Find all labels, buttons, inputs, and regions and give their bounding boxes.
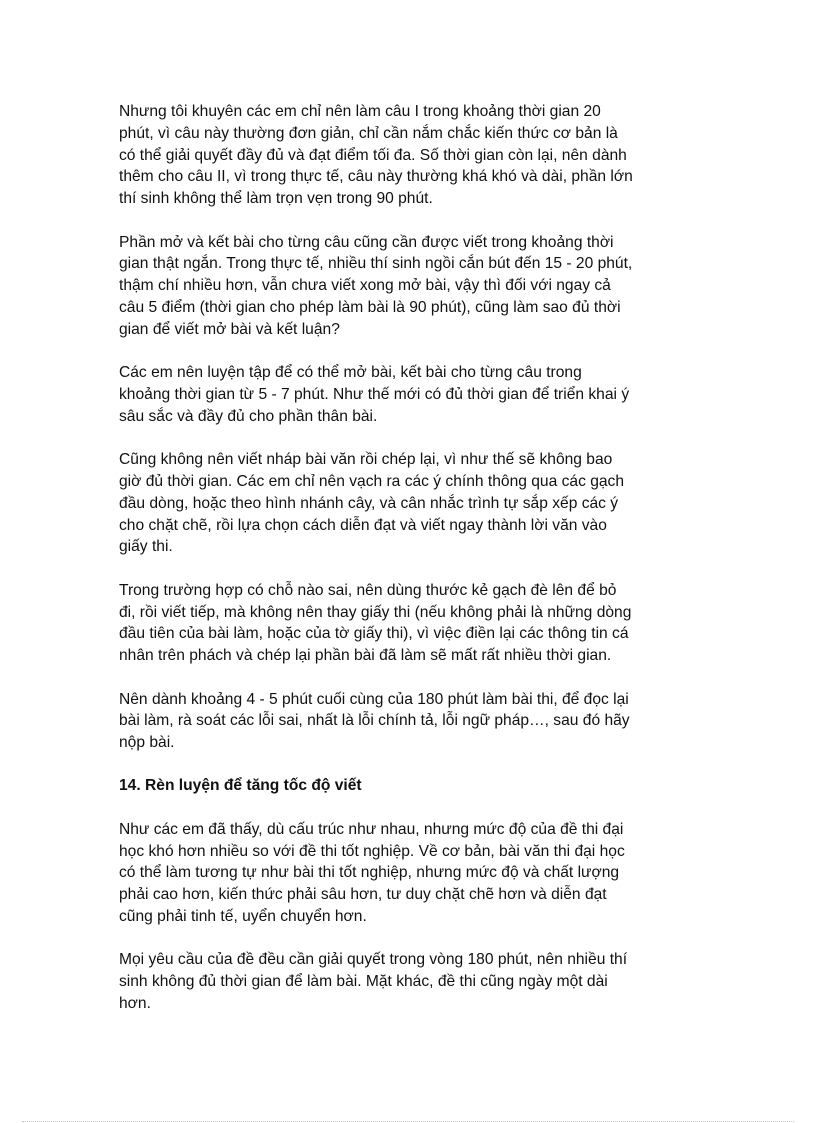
paragraph-final-review: Nên dành khoảng 4 - 5 phút cuối cùng của 180 phút làm bài thi, để đọc lại bài làm, rà soát các lỗi sai, nhất là lỗi chính tả, lỗi ngữ pháp…, sau đó hãy nộp bài. [119,690,630,752]
document-page [119,101,699,1036]
page-bottom-edge [22,1121,794,1122]
paragraph-exam-difficulty: Như các em đã thấy, dù cấu trúc như nhau, nhưng mức độ của đề thi đại học khó hơn nhiều so với đề thi tốt nghiệp. Về cơ bản, bài văn thi đại học có thể làm tương tự như bài thi tốt nghiệp, nhưng mức độ và chất lượng phải cao hơn, kiến thức phải sâu hơn, tư duy chặt chẽ hơn và diễn đạt cũng phải tinh tế, uyển chuyển hơn. [119,820,625,926]
paragraph-no-drafting: Cũng không nên viết nháp bài văn rồi chép lại, vì như thế sẽ không bao giờ đủ thời gian. Các em chỉ nên vạch ra các ý chính thông qua các gạch đầu dòng, hoặc theo hình nhánh cây, và cân nhắc trình tự sắp xếp các ý cho chặt chẽ, rồi lựa chọn cách diễn đạt và viết ngay thành lời văn vào giấy thi. [119,451,625,556]
paragraph-exam-time-advice: Nhưng tôi khuyên các em chỉ nên làm câu I trong khoảng thời gian 20 phút, vì câu này thường đơn giản, chỉ cần nắm chắc kiến thức cơ bản là có thể giải quyết đầy đủ và đạt điểm tối đa. Số thời gian còn lại, nên dành thêm cho câu II, vì trong thực tế, câu này thường khá khó và dài, phần lớn thí sinh không thể làm trọn vẹn trong 90 phút. [119,103,633,208]
paragraph-intro-conclusion: Phần mở và kết bài cho từng câu cũng cần được viết trong khoảng thời gian thật ngắn. Trong thực tế, nhiều thí sinh ngồi cắn bút đến 15 - 20 phút, thậm chí nhiều hơn, vẫn chưa viết xong mở bài, vậy thì đối với ngay cả câu 5 điểm (thời gian cho phép làm bài là 90 phút), cũng làm sao đủ thời gian để viết mở bài và kết luận? [119,233,633,338]
paragraph-time-limit: Mọi yêu cầu của đề đều cần giải quyết trong vòng 180 phút, nên nhiều thí sinh không đủ thời gian để làm bài. Mặt khác, đề thi cũng ngày một dài hơn. [119,951,628,1013]
paragraph-practice-timing: Các em nên luyện tập để có thể mở bài, kết bài cho từng câu trong khoảng thời gian từ 5 - 7 phút. Như thế mới có đủ thời gian để triển khai ý sâu sắc và đầy đủ cho phần thân bài. [119,364,630,425]
paragraph-correcting-mistakes: Trong trường hợp có chỗ nào sai, nên dùng thước kẻ gạch đè lên để bỏ đi, rồi viết tiếp, mà không nên thay giấy thi (nếu không phải là những dòng đầu tiên của bài làm, hoặc của tờ giấy thi), vì việc điền lại các thông tin cá nhân trên phách và chép lại phần bài đã làm sẽ mất rất nhiều thời gian. [119,581,632,665]
section-heading: 14. Rèn luyện để tăng tốc độ viết [119,777,362,795]
